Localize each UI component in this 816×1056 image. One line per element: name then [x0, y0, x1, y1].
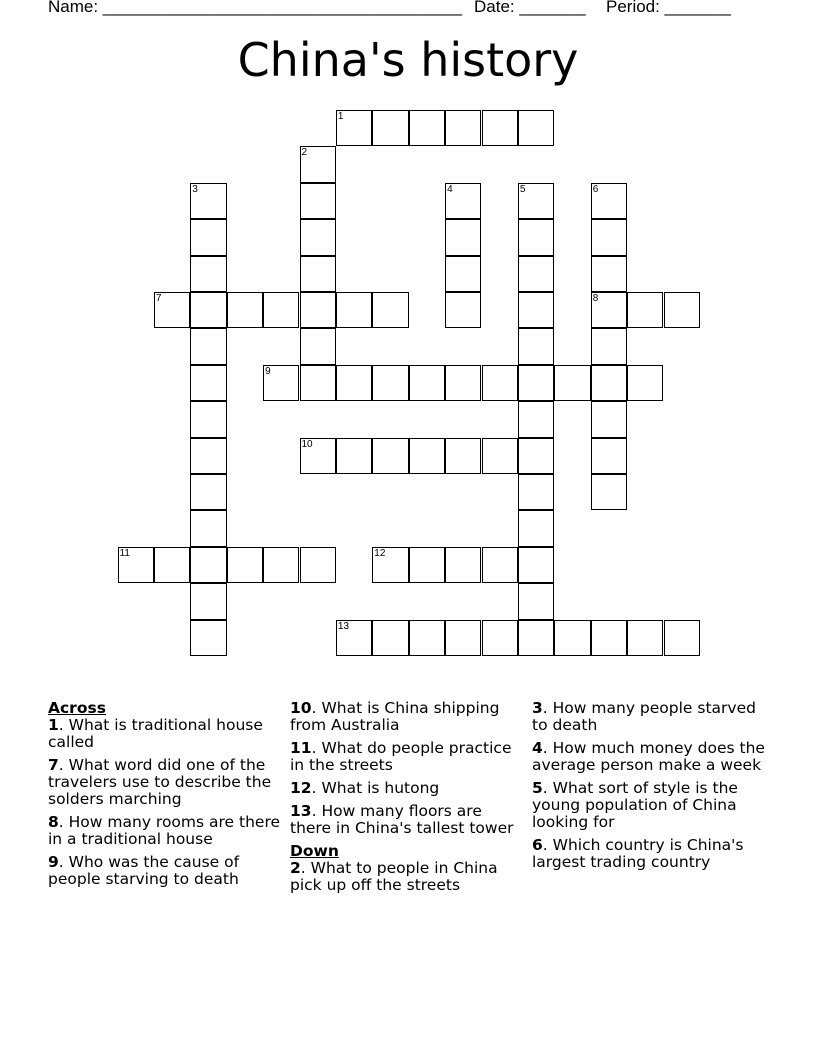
across-clue-list-continued: [290, 700, 525, 837]
grid-cell[interactable]: [336, 292, 372, 328]
grid-cell[interactable]: [190, 401, 226, 437]
clues-column-1: [48, 700, 283, 894]
grid-cell[interactable]: [482, 620, 518, 656]
grid-cell[interactable]: [591, 183, 627, 219]
across-clue-list: [48, 717, 283, 888]
grid-cell[interactable]: [154, 292, 190, 328]
grid-cell[interactable]: [591, 256, 627, 292]
grid-cell[interactable]: [482, 547, 518, 583]
down-clue: 6. Which country is China's largest trading country: [532, 836, 744, 871]
grid-cell[interactable]: [300, 328, 336, 364]
down-clue: 4. How much money does the average person make a week: [532, 739, 765, 774]
grid-cell[interactable]: [336, 438, 372, 474]
clue-number: 10: [290, 699, 312, 717]
clue-number: 5: [519, 183, 526, 195]
clue-number: 13: [290, 802, 312, 820]
clues-column-2: [290, 700, 525, 900]
grid-cell[interactable]: [518, 365, 554, 401]
grid-cell[interactable]: [445, 110, 481, 146]
clue-number: 11: [290, 739, 312, 757]
grid-cell[interactable]: [118, 547, 154, 583]
grid-cell[interactable]: [445, 620, 481, 656]
clue-text: What do people practice in the streets: [290, 739, 512, 774]
grid-cell[interactable]: [409, 365, 445, 401]
grid-cell[interactable]: [591, 328, 627, 364]
grid-cell[interactable]: [263, 547, 299, 583]
clue-number: 3: [192, 183, 198, 195]
period-field[interactable]: Period: _______: [606, 0, 731, 16]
grid-cell[interactable]: [445, 219, 481, 255]
grid-cell[interactable]: [263, 292, 299, 328]
clue-text: What is hutong: [321, 779, 440, 797]
grid-cell[interactable]: [664, 620, 700, 656]
grid-cell[interactable]: [554, 620, 590, 656]
grid-cell[interactable]: [190, 256, 226, 292]
grid-cell[interactable]: [190, 219, 226, 255]
grid-cell[interactable]: [300, 183, 336, 219]
grid-cell[interactable]: [445, 292, 481, 328]
grid-cell[interactable]: [300, 365, 336, 401]
clue-number: 8: [592, 293, 599, 304]
grid-cell[interactable]: [518, 110, 554, 146]
grid-cell[interactable]: [300, 438, 336, 474]
grid-cell[interactable]: [227, 292, 263, 328]
grid-cell[interactable]: [190, 438, 226, 474]
across-clue: 9. Who was the cause of people starving to death: [48, 853, 240, 888]
grid-cell[interactable]: [518, 401, 554, 437]
clue-text: How many floors are there in China's tallest tower: [290, 802, 514, 837]
clue-text: How many rooms are there in a traditional house: [48, 813, 281, 848]
down-clue-list: [290, 860, 525, 894]
down-clue: 5. What sort of style is the young population of China looking for: [532, 779, 738, 831]
grid-cell[interactable]: [190, 365, 226, 401]
grid-cell[interactable]: [518, 438, 554, 474]
grid-cell[interactable]: [627, 620, 663, 656]
clue-number: 8: [48, 813, 59, 831]
clue-text: How many people starved to death: [532, 699, 756, 734]
grid-cell[interactable]: [518, 583, 554, 619]
grid-cell[interactable]: [372, 620, 408, 656]
clue-text: What sort of style is the young population of China looking for: [532, 779, 738, 831]
grid-cell[interactable]: [409, 547, 445, 583]
across-clue: 1. What is traditional house called: [48, 716, 263, 751]
clue-number: 4: [532, 739, 543, 757]
grid-cell[interactable]: [300, 219, 336, 255]
grid-cell[interactable]: [190, 583, 226, 619]
grid-cell[interactable]: [372, 547, 408, 583]
grid-cell[interactable]: [300, 256, 336, 292]
grid-cell[interactable]: [372, 292, 408, 328]
grid-cell[interactable]: [518, 183, 554, 219]
grid-cell[interactable]: [518, 256, 554, 292]
across-clue: 10. What is China shipping from Australia: [290, 699, 500, 734]
grid-cell[interactable]: [409, 438, 445, 474]
grid-cell[interactable]: [482, 110, 518, 146]
grid-cell[interactable]: [591, 365, 627, 401]
grid-cell[interactable]: [227, 547, 263, 583]
clue-number: 7: [48, 756, 59, 774]
across-clue: 12. What is hutong: [290, 779, 440, 797]
grid-cell[interactable]: [190, 510, 226, 546]
across-clue: 8. How many rooms are there in a traditional house: [48, 813, 281, 848]
clue-number: 2: [290, 859, 301, 877]
clue-number: 11: [119, 547, 130, 559]
grid-cell[interactable]: [336, 110, 372, 146]
grid-cell[interactable]: [445, 256, 481, 292]
grid-cell[interactable]: [591, 292, 627, 328]
grid-cell[interactable]: [664, 292, 700, 328]
grid-cell[interactable]: [518, 474, 554, 510]
grid-cell[interactable]: [445, 438, 481, 474]
grid-cell[interactable]: [591, 474, 627, 510]
clue-number: 2: [301, 147, 308, 159]
clue-number: 13: [337, 620, 350, 632]
grid-cell[interactable]: [336, 620, 372, 656]
across-clue: 13. How many floors are there in China's tallest tower: [290, 802, 514, 837]
grid-cell[interactable]: [190, 183, 226, 219]
clue-number: 4: [447, 183, 453, 195]
clue-number: 7: [155, 293, 162, 304]
grid-cell[interactable]: [591, 438, 627, 474]
clue-text: What word did one of the travelers use to describe the solders marching: [48, 756, 272, 808]
clue-text: What to people in China pick up off the streets: [290, 859, 498, 894]
grid-cell[interactable]: [627, 292, 663, 328]
clue-text: What is China shipping from Australia: [290, 699, 500, 734]
clue-text: Which country is China's largest trading country: [532, 836, 744, 871]
across-heading: Across: [48, 699, 106, 717]
grid-cell[interactable]: [336, 365, 372, 401]
grid-cell[interactable]: [445, 183, 481, 219]
clue-number: 9: [265, 365, 271, 377]
clue-number: 6: [592, 183, 599, 195]
clue-number: 3: [532, 699, 543, 717]
grid-cell[interactable]: [300, 146, 336, 182]
grid-cell[interactable]: [591, 219, 627, 255]
down-heading: Down: [290, 842, 339, 860]
clue-text: Who was the cause of people starving to death: [48, 853, 240, 888]
across-clue: 11. What do people practice in the streets: [290, 739, 512, 774]
grid-cell[interactable]: [190, 474, 226, 510]
grid-cell[interactable]: [300, 292, 336, 328]
clue-number: 12: [290, 779, 312, 797]
grid-cell[interactable]: [518, 328, 554, 364]
date-field[interactable]: Date: _______: [474, 0, 586, 16]
grid-cell[interactable]: [263, 365, 299, 401]
grid-cell[interactable]: [372, 438, 408, 474]
clue-text: How much money does the average person make a week: [532, 739, 765, 774]
grid-cell[interactable]: [518, 510, 554, 546]
clue-number: 5: [532, 779, 543, 797]
grid-cell[interactable]: [445, 547, 481, 583]
grid-cell[interactable]: [409, 110, 445, 146]
down-clue: 3. How many people starved to death: [532, 699, 756, 734]
down-clue: 2. What to people in China pick up off the streets: [290, 859, 498, 894]
clue-number: 1: [48, 716, 59, 734]
grid-cell[interactable]: [190, 292, 226, 328]
grid-cell[interactable]: [518, 219, 554, 255]
grid-cell[interactable]: [554, 365, 590, 401]
grid-cell[interactable]: [372, 365, 408, 401]
grid-cell[interactable]: [518, 547, 554, 583]
grid-cell[interactable]: [518, 292, 554, 328]
page-title: China's history: [237, 33, 579, 87]
grid-cell[interactable]: [627, 365, 663, 401]
clues-column-3: [532, 700, 767, 877]
grid-cell[interactable]: [154, 547, 190, 583]
grid-cell[interactable]: [445, 365, 481, 401]
grid-cell[interactable]: [372, 110, 408, 146]
grid-cell[interactable]: [190, 620, 226, 656]
clue-text: What is traditional house called: [48, 716, 263, 751]
clue-number: 10: [301, 438, 313, 450]
grid-cell[interactable]: [482, 438, 518, 474]
clue-number: 9: [48, 853, 59, 871]
grid-cell[interactable]: [518, 620, 554, 656]
grid-cell[interactable]: [300, 547, 336, 583]
across-clue: 7. What word did one of the travelers use to describe the solders marching: [48, 756, 272, 808]
grid-cell[interactable]: [591, 620, 627, 656]
grid-cell[interactable]: [190, 547, 226, 583]
clue-number: 12: [374, 547, 386, 559]
grid-cell[interactable]: [591, 401, 627, 437]
down-clue-list-continued: [532, 700, 767, 871]
grid-cell[interactable]: [190, 328, 226, 364]
grid-cell[interactable]: [482, 365, 518, 401]
name-field[interactable]: Name: ______________________________________: [48, 0, 463, 16]
clue-number: 6: [532, 836, 543, 854]
grid-cell[interactable]: [409, 620, 445, 656]
clue-number: 1: [337, 111, 344, 122]
